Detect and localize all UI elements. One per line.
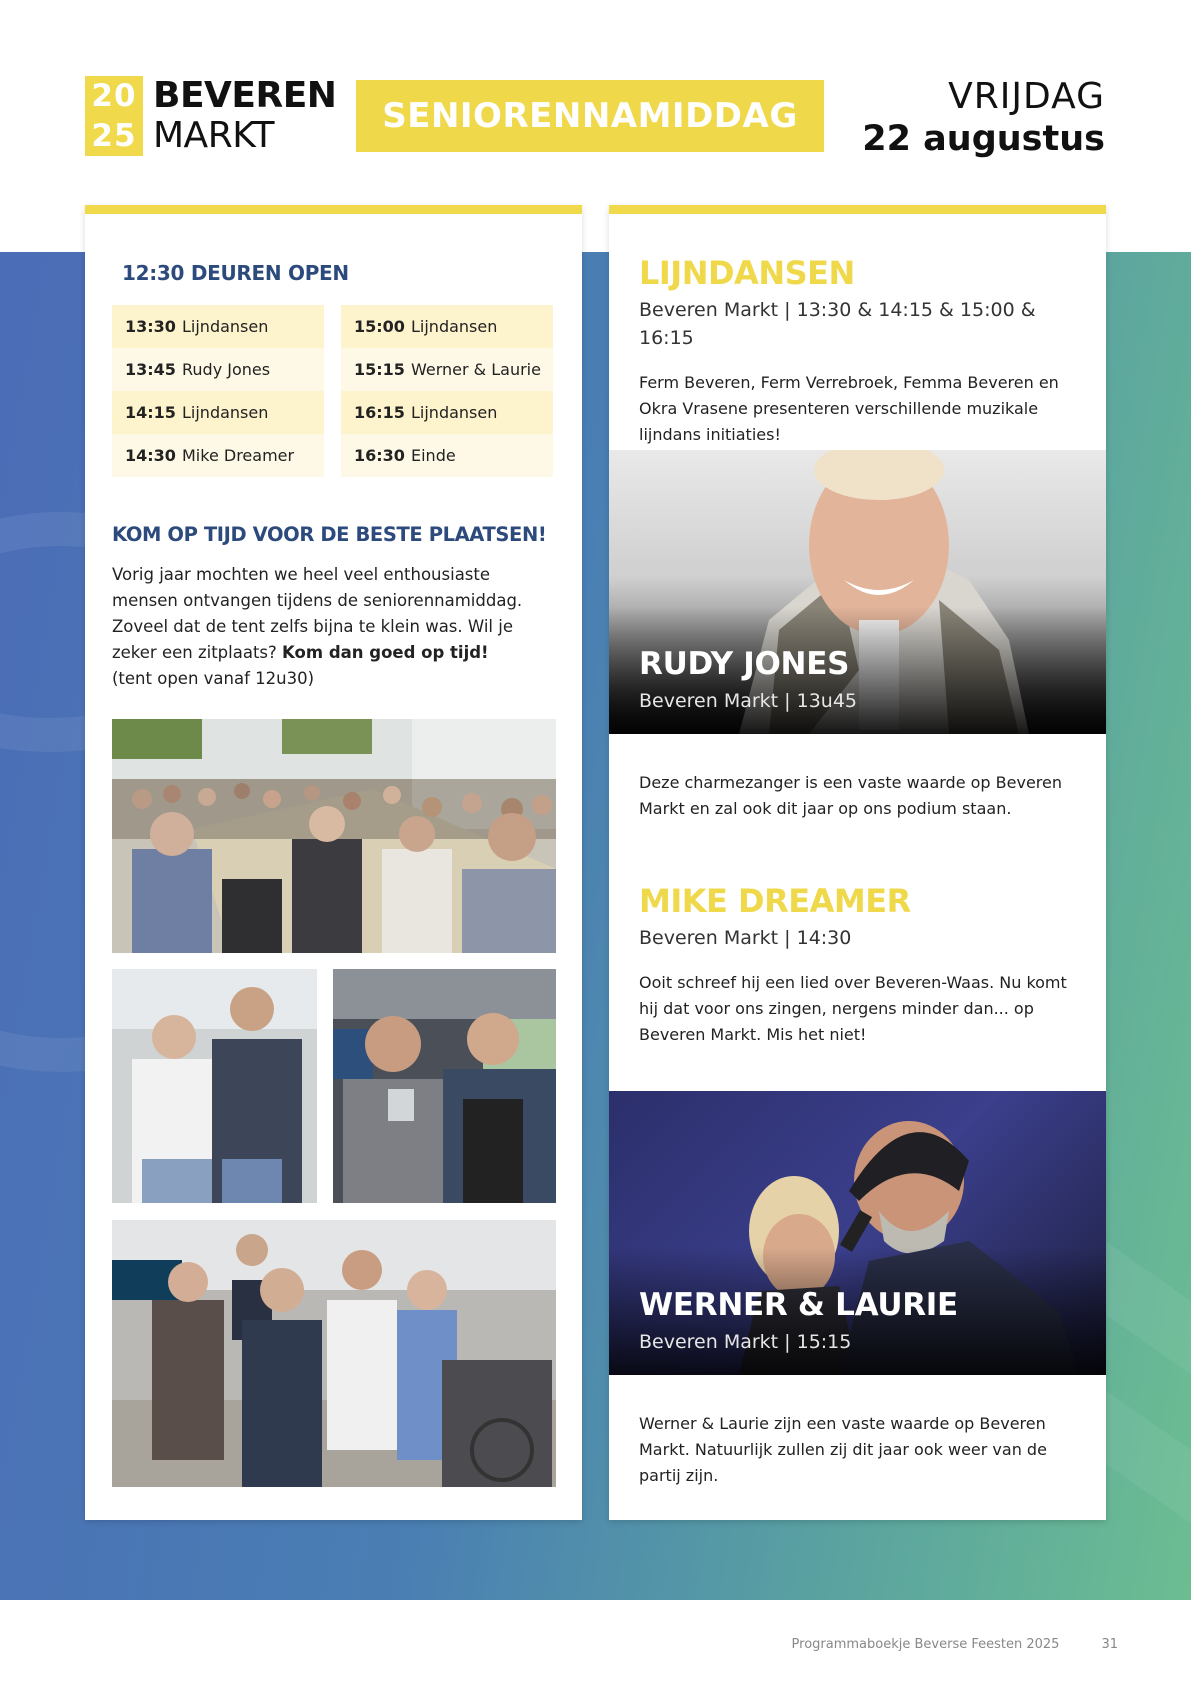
page-number: 31 bbox=[1101, 1637, 1118, 1652]
schedule-row bbox=[112, 305, 324, 348]
event-date bbox=[862, 76, 1105, 160]
event-date-text: 22 augustus bbox=[862, 119, 1105, 159]
rudy-jones-meta: Beveren Markt | 13u45 bbox=[639, 690, 857, 712]
schedule-act: Einde bbox=[411, 446, 456, 465]
schedule-time: 14:15 bbox=[125, 403, 176, 422]
mike-dreamer-meta: Beveren Markt | 14:30 bbox=[639, 927, 852, 949]
schedule-time: 14:30 bbox=[125, 446, 176, 465]
logo-year-bottom: 25 bbox=[85, 116, 143, 156]
intro-bold-text: Kom dan goed op tijd! bbox=[282, 643, 489, 662]
schedule-time: 15:15 bbox=[354, 360, 405, 379]
rudy-jones-desc: Deze charmezanger is een vaste waarde op Beveren Markt en zal ook dit jaar op ons podium staan. bbox=[639, 773, 1063, 818]
cta-heading: KOM OP TIJD VOOR DE BESTE PLAATSEN! bbox=[112, 523, 547, 546]
schedule-act: Lijndansen bbox=[411, 403, 498, 422]
logo-word-bottom: MARKT bbox=[153, 115, 275, 156]
schedule-act: Lijndansen bbox=[182, 317, 269, 336]
lijndansen-meta: Beveren Markt | 13:30 & 14:15 & 15:00 & 16:15 bbox=[639, 299, 1036, 349]
mike-dreamer-section bbox=[639, 882, 1079, 1048]
doors-open-heading: 12:30 DEUREN OPEN bbox=[122, 261, 349, 285]
lijndansen-desc: Ferm Beveren, Ferm Verrebroek, Femma Beveren en Okra Vrasene presenteren verschillende muzikale lijndans initiaties! bbox=[639, 373, 1059, 444]
group-photo bbox=[112, 1220, 556, 1487]
logo-year-top: 20 bbox=[85, 76, 143, 116]
schedule-act: Lijndansen bbox=[182, 403, 269, 422]
schedule-row bbox=[341, 305, 553, 348]
event-day: VRIJDAG bbox=[948, 76, 1105, 117]
schedule-card bbox=[85, 205, 582, 1520]
schedule-act: Mike Dreamer bbox=[182, 446, 295, 465]
schedule-row bbox=[112, 391, 324, 434]
logo-word-top: BEVEREN bbox=[153, 75, 337, 116]
schedule-time: 13:30 bbox=[125, 317, 176, 336]
mike-dreamer-desc: Ooit schreef hij een lied over Beveren-Waas. Nu komt hij dat voor ons zingen, nergens minder dan... op Beveren Markt. Mis het niet! bbox=[639, 973, 1067, 1044]
artists-card bbox=[609, 205, 1106, 1520]
schedule-time: 16:15 bbox=[354, 403, 405, 422]
crowd-photo bbox=[112, 719, 556, 953]
schedule-time: 16:30 bbox=[354, 446, 405, 465]
intro-text: Vorig jaar mochten we heel veel enthousiaste mensen ontvangen tijdens de seniorennamiddag. Zoveel dat de tent zelfs bijna te klein was. Wil je zeker een zitplaats? bbox=[112, 565, 523, 662]
page-footer bbox=[792, 1637, 1118, 1652]
schedule-row bbox=[112, 348, 324, 391]
beveren-markt-logo bbox=[85, 75, 337, 156]
werner-laurie-desc: Werner & Laurie zijn een vaste waarde op Beveren Markt. Natuurlijk zullen zij dit jaar ook weer van de partij zijn. bbox=[639, 1414, 1047, 1485]
werner-laurie-meta: Beveren Markt | 15:15 bbox=[639, 1331, 852, 1353]
schedule-act: Lijndansen bbox=[411, 317, 498, 336]
rudy-jones-image bbox=[609, 450, 1106, 734]
schedule-column-2 bbox=[341, 305, 553, 477]
mike-dreamer-title: MIKE DREAMER bbox=[639, 882, 911, 920]
rudy-jones-name: RUDY JONES bbox=[639, 646, 850, 682]
couple-photo-1 bbox=[112, 969, 317, 1203]
schedule-time: 13:45 bbox=[125, 360, 176, 379]
schedule-act: Rudy Jones bbox=[182, 360, 271, 379]
schedule-row bbox=[341, 434, 553, 477]
schedule-row bbox=[341, 348, 553, 391]
schedule-time: 15:00 bbox=[354, 317, 405, 336]
schedule-row bbox=[341, 391, 553, 434]
intro-paragraph bbox=[112, 562, 557, 692]
couple-photo-2 bbox=[333, 969, 556, 1203]
footer-text: Programmaboekje Beverse Feesten 2025 bbox=[791, 1637, 1060, 1652]
schedule-row bbox=[112, 434, 324, 477]
schedule-act: Werner & Laurie bbox=[411, 360, 541, 379]
lijndansen-section bbox=[639, 254, 1079, 448]
schedule-column-1 bbox=[112, 305, 324, 477]
lijndansen-title: LIJNDANSEN bbox=[639, 254, 855, 292]
werner-laurie-image bbox=[609, 1091, 1106, 1375]
werner-laurie-name: WERNER & LAURIE bbox=[639, 1287, 958, 1323]
intro-note: (tent open vanaf 12u30) bbox=[112, 669, 315, 688]
page-title: SENIORENNAMIDDAG bbox=[356, 80, 824, 152]
